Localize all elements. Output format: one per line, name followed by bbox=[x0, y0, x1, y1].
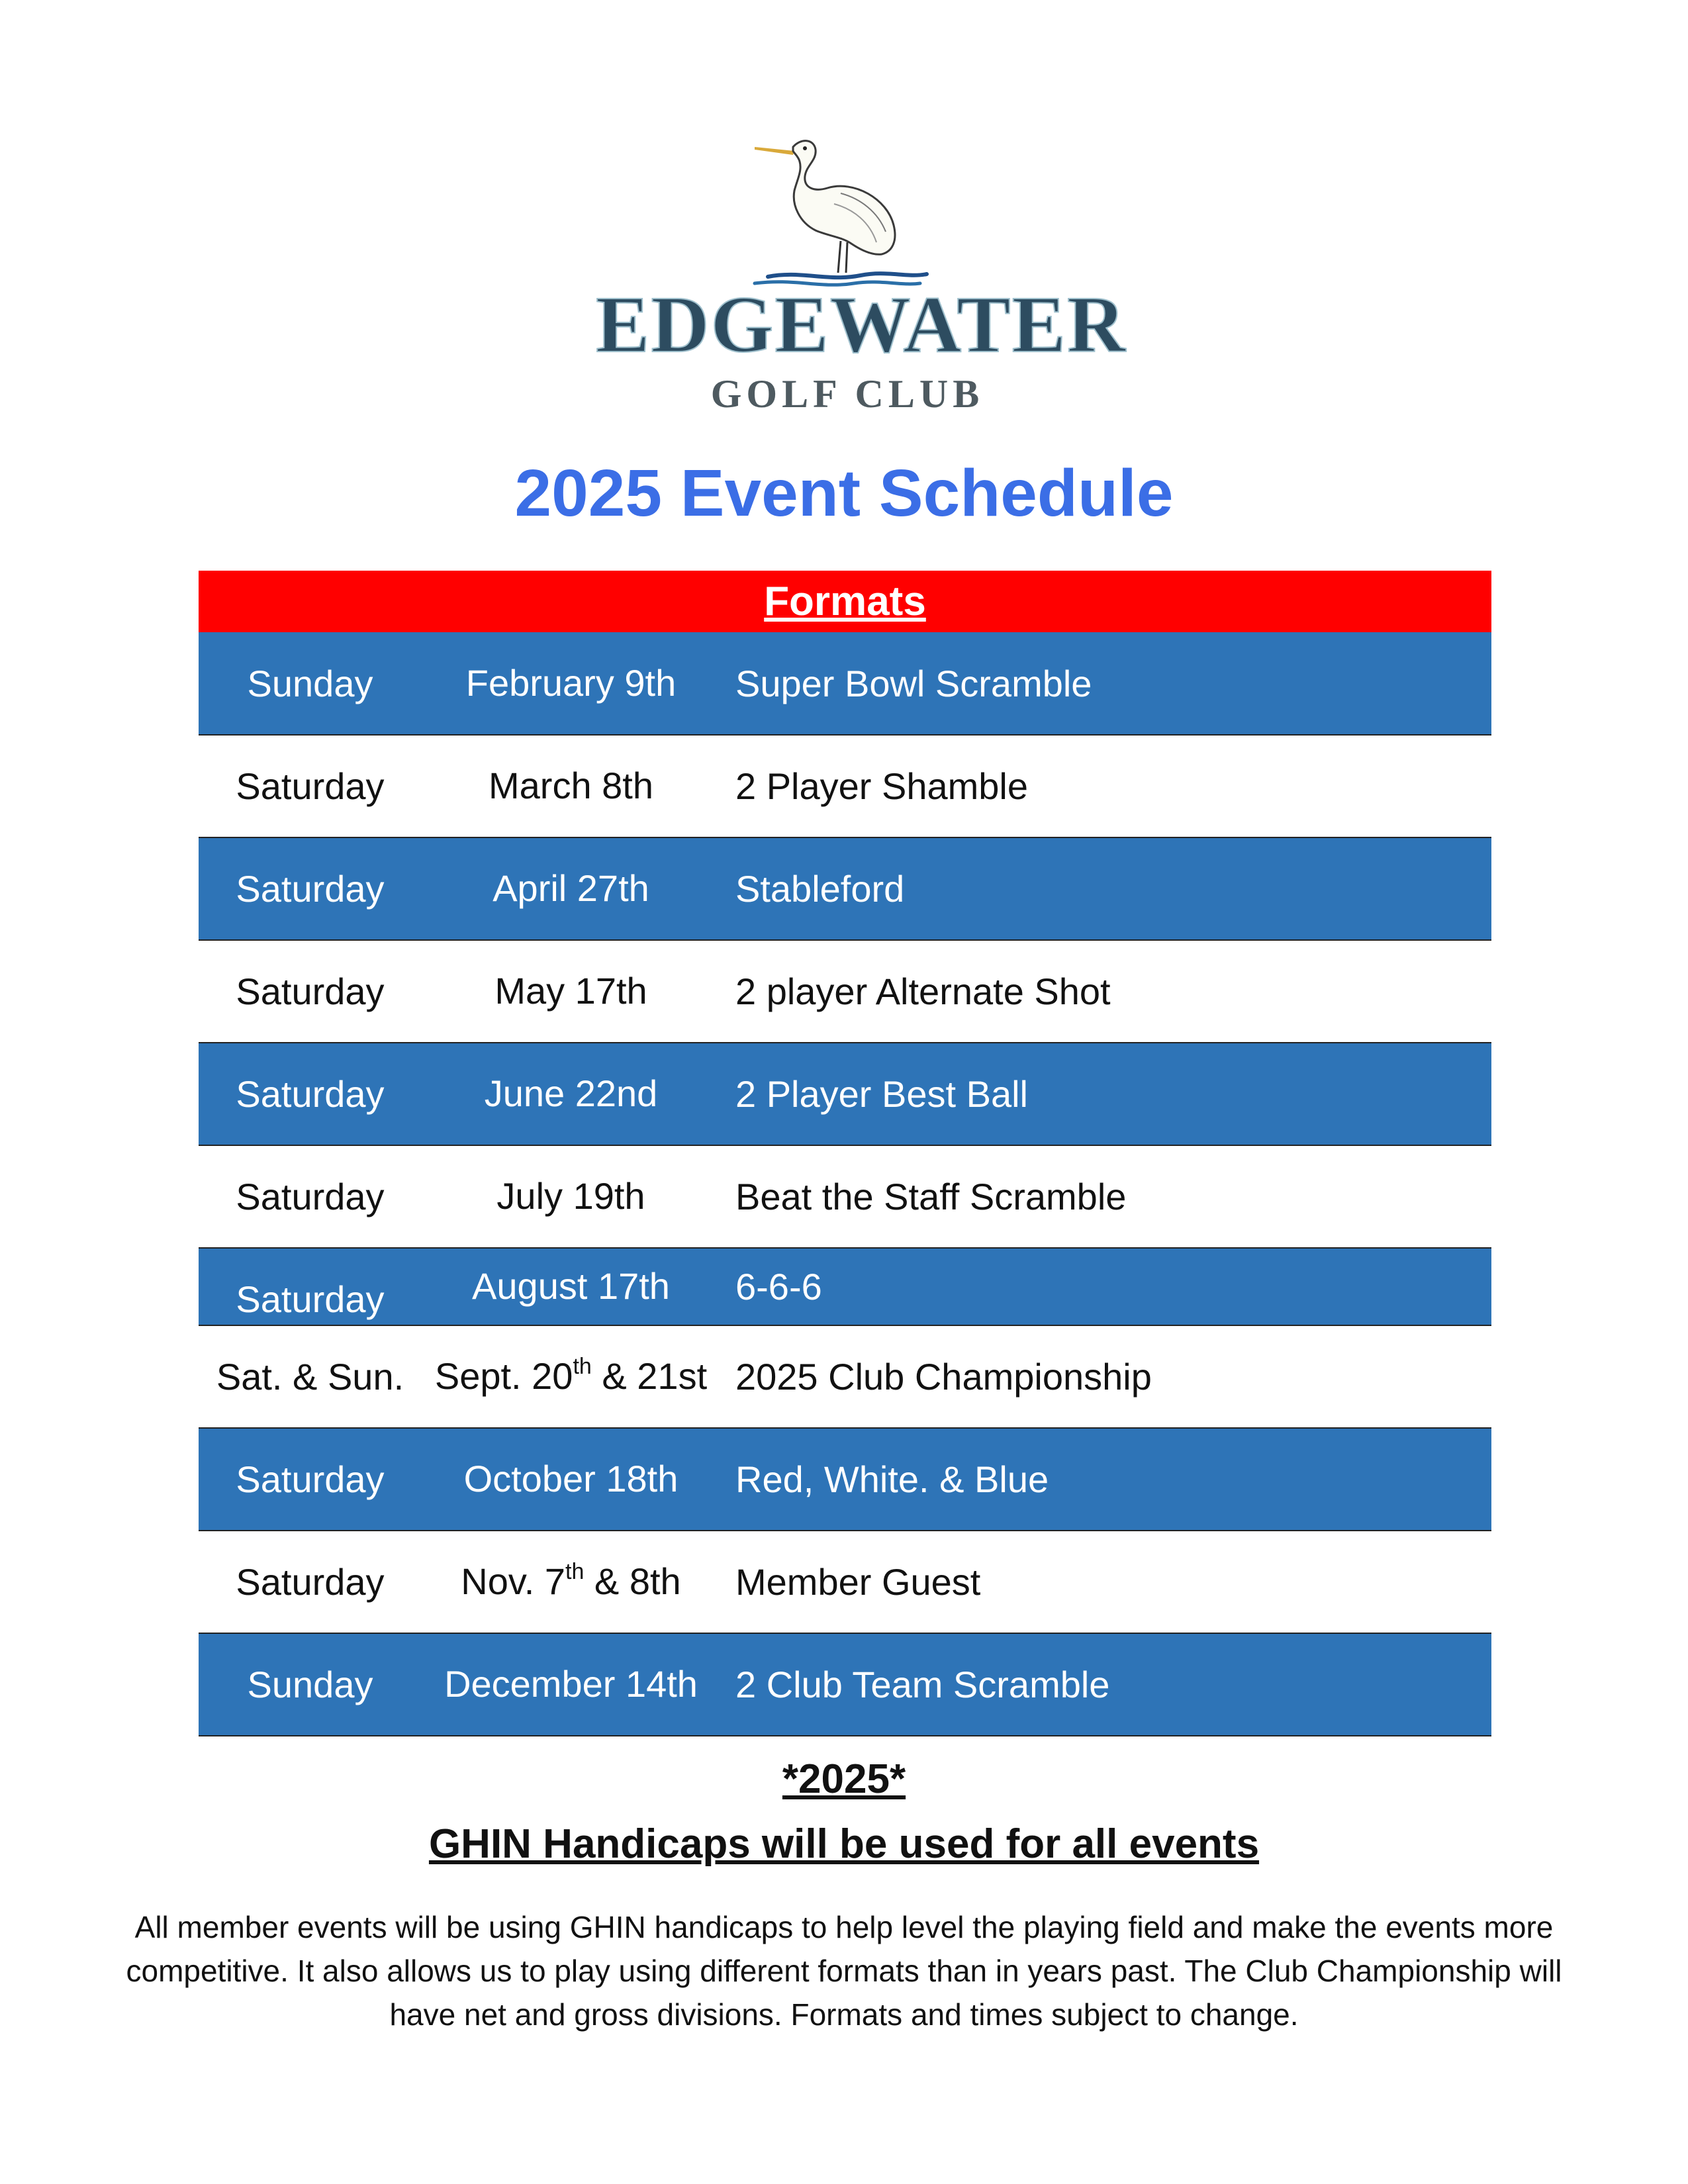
event-cell: 2 Club Team Scramble bbox=[735, 1664, 1110, 1705]
date-cell: February 9th bbox=[465, 661, 677, 704]
club-logo bbox=[596, 119, 1127, 430]
footer-paragraph: All member events will be using GHIN handicaps to help level the playing field and make the events more competitive. It also allows us to play using different formats than in years past. The Club Championship will have net and gross divisions. Formats and times subject to change. bbox=[126, 1910, 1562, 2032]
page-title: 2025 Event Schedule bbox=[514, 456, 1174, 530]
event-cell: Stableford bbox=[735, 868, 905, 910]
table-row bbox=[199, 1146, 1491, 1249]
date-cell: April 27th bbox=[492, 867, 649, 910]
event-cell: 2 Player Shamble bbox=[735, 765, 1029, 807]
date-cell bbox=[422, 1560, 720, 1603]
event-cell: 2 Player Best Ball bbox=[735, 1073, 1028, 1115]
logo-subword: GOLF CLUB bbox=[710, 372, 984, 416]
event-cell: Red, White. & Blue bbox=[735, 1458, 1049, 1500]
table-row bbox=[199, 941, 1491, 1043]
event-cell: 2 player Alternate Shot bbox=[735, 971, 1111, 1012]
table-row bbox=[199, 1634, 1491, 1736]
date-cell: December 14th bbox=[444, 1663, 698, 1705]
egret-icon bbox=[728, 119, 940, 291]
date-ordinal: th bbox=[573, 1353, 592, 1379]
day-cell: Sunday bbox=[247, 1664, 373, 1705]
event-cell: Beat the Staff Scramble bbox=[735, 1176, 1127, 1217]
table-row bbox=[199, 736, 1491, 838]
day-cell: Saturday bbox=[236, 868, 385, 910]
day-cell: Saturday bbox=[236, 1278, 385, 1320]
date-ordinal: th bbox=[565, 1558, 585, 1584]
date-text: Sept. 20 bbox=[434, 1355, 573, 1398]
date-cell: October 18th bbox=[463, 1458, 679, 1500]
day-cell: Saturday bbox=[236, 971, 385, 1012]
table-row bbox=[199, 1531, 1491, 1634]
logo-wordmark: EDGEWATER bbox=[596, 280, 1127, 369]
date-cell: August 17th bbox=[472, 1265, 670, 1307]
day-cell: Sat. & Sun. bbox=[216, 1356, 404, 1398]
date-cell bbox=[422, 1355, 720, 1398]
event-cell: Member Guest bbox=[735, 1561, 981, 1603]
table-row bbox=[199, 632, 1491, 736]
date-cell: July 19th bbox=[496, 1175, 645, 1217]
date-text: Nov. 7 bbox=[461, 1560, 565, 1603]
table-header bbox=[199, 571, 1491, 632]
date-cell: March 8th bbox=[489, 765, 653, 807]
day-cell: Saturday bbox=[236, 1458, 385, 1500]
table-row bbox=[199, 1429, 1491, 1531]
date-cell: June 22nd bbox=[484, 1072, 658, 1115]
ghin-heading: GHIN Handicaps will be used for all events bbox=[428, 1821, 1260, 1867]
event-cell: Super Bowl Scramble bbox=[735, 662, 1092, 704]
day-cell: Saturday bbox=[236, 765, 385, 807]
day-cell: Saturday bbox=[236, 1176, 385, 1217]
date-text-end: & 21st bbox=[591, 1355, 708, 1398]
event-cell: 6-6-6 bbox=[735, 1266, 822, 1307]
day-cell: Saturday bbox=[236, 1073, 385, 1115]
day-cell: Sunday bbox=[247, 662, 373, 704]
table-row bbox=[199, 838, 1491, 941]
date-cell: May 17th bbox=[494, 970, 647, 1012]
table-row bbox=[199, 1249, 1491, 1326]
table-row bbox=[199, 1043, 1491, 1146]
year-note: *2025* bbox=[782, 1756, 906, 1802]
event-cell: 2025 Club Championship bbox=[735, 1356, 1152, 1398]
event-schedule-table bbox=[199, 571, 1491, 1736]
table-row bbox=[199, 1326, 1491, 1429]
date-text-end: & 8th bbox=[584, 1560, 681, 1603]
table-header-label: Formats bbox=[764, 579, 926, 624]
day-cell: Saturday bbox=[236, 1561, 385, 1603]
